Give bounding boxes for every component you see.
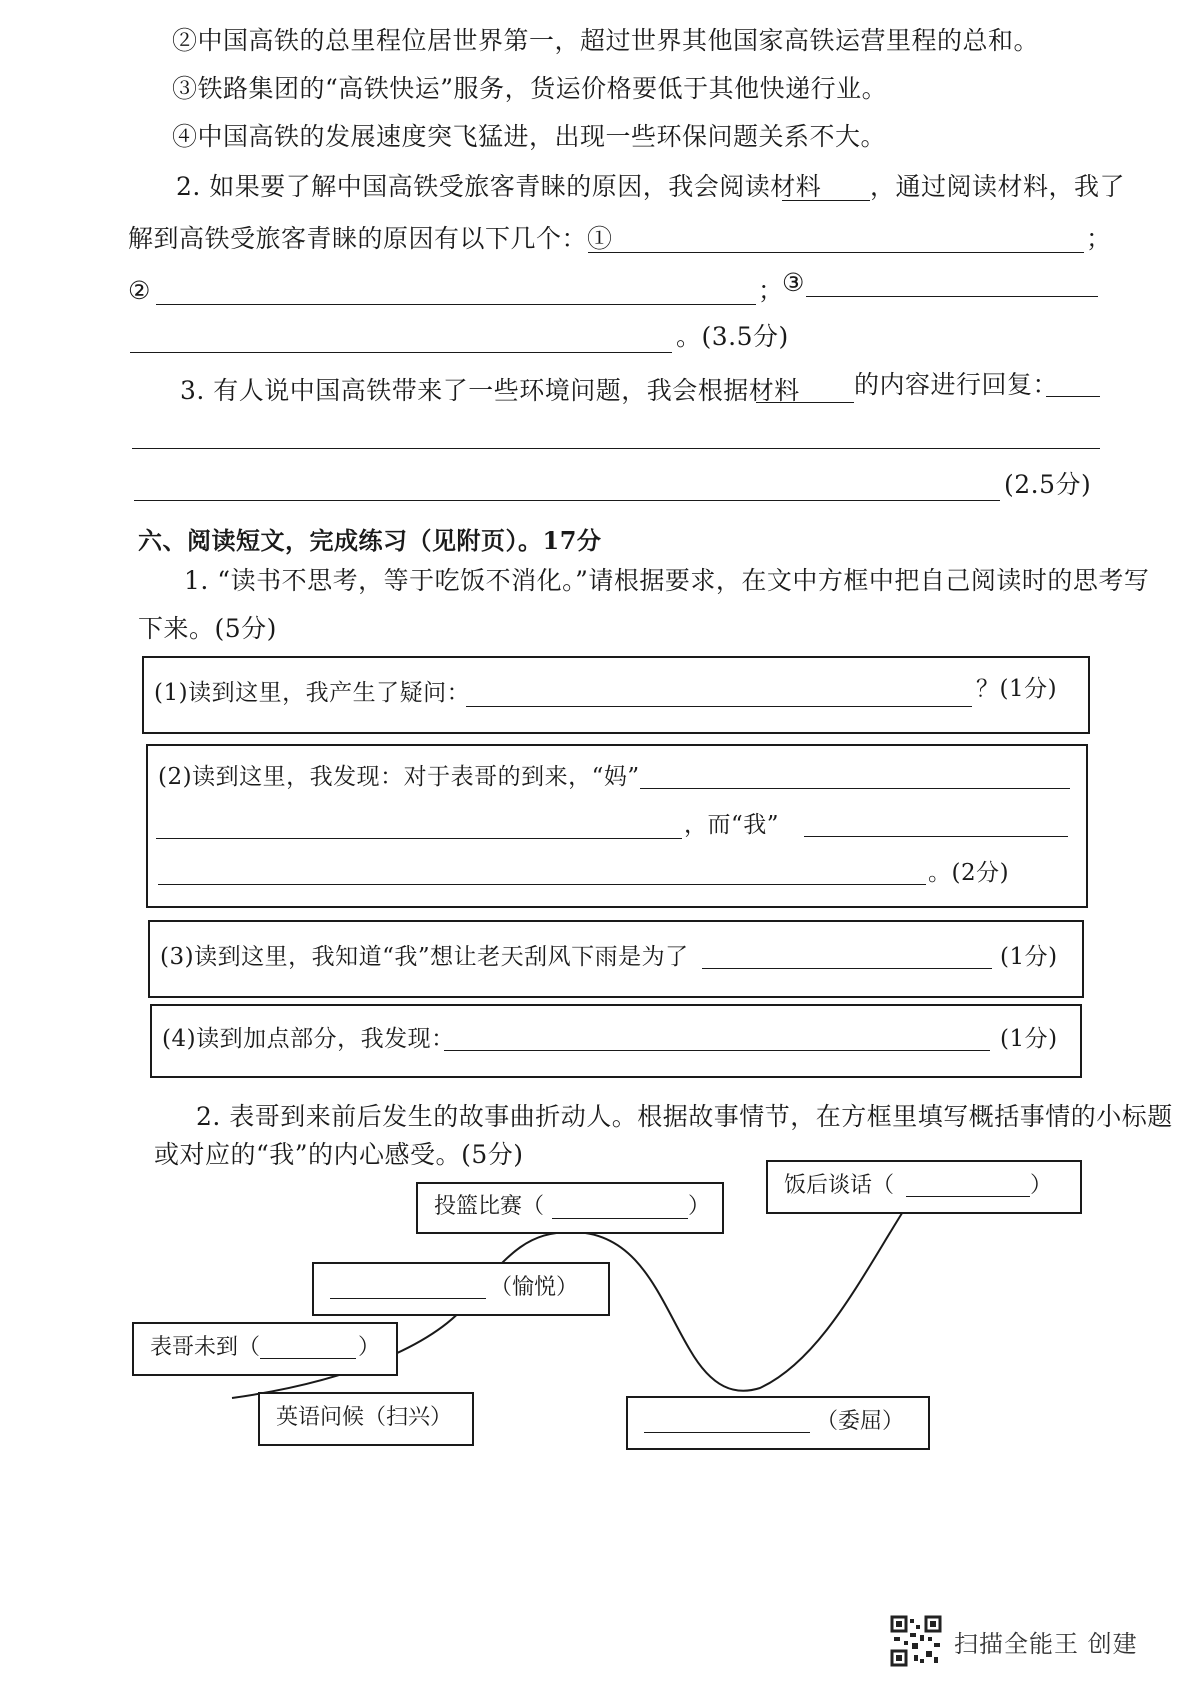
item-4: ④中国高铁的发展速度突飞猛进，出现一些环保问题关系不大。 [172,122,887,151]
plot-cousin-label: 表哥未到（ [150,1335,261,1360]
plot-wronged-label: （委屈） [816,1409,905,1434]
scanner-app-label: 扫描全能王 创建 [954,1629,1138,1658]
box1-end: ？(1分) [976,676,1058,702]
plot-cousin-blank[interactable] [260,1358,356,1359]
item-2: ②中国高铁的总里程位居世界第一，超过世界其他国家高铁运营里程的总和。 [172,26,1040,55]
plot-cousin-close: ） [358,1335,381,1360]
q2-circle-3: ③ [782,268,805,297]
plot-basketball-label: 投篮比赛（ [434,1194,545,1219]
plot-english-label: 英语问候（扫兴） [276,1405,453,1430]
q2-text-b: ，通过阅读材料，我了 [870,172,1126,201]
plot-after-meal-close: ） [1030,1173,1053,1198]
s6-q2-line2: 或对应的“我”的内心感受。(5分) [154,1140,524,1169]
qr-code-icon [890,1615,942,1667]
plot-joyful-blank[interactable] [330,1298,486,1299]
box2-mid: ，而“我” [684,812,780,838]
s6-q1-line1: 1. “读书不思考，等于吃饭不消化。”请根据要求，在文中方框中把自己阅读时的思考写 [184,566,1150,595]
plot-wronged-blank[interactable] [644,1432,810,1433]
plot-box-after-meal [766,1160,1082,1214]
q3-text-b: 的内容进行回复： [854,370,1059,399]
box2-text: (2)读到这里，我发现：对于表哥的到来，“妈” [158,764,640,790]
q2-text-a: 2. 如果要了解中国高铁受旅客青睐的原因，我会阅读材料 [176,172,822,201]
section6-heading: 六、阅读短文，完成练习（见附页）。17分 [138,526,602,555]
plot-basketball-blank[interactable] [552,1218,688,1219]
plot-joyful-label: （愉悦） [490,1275,579,1300]
q2-circle-2: ② [128,276,151,305]
plot-box-cousin [132,1322,398,1376]
s6-q2-line1: 2. 表哥到来前后发生的故事曲折动人。根据故事情节，在方框里填写概括事情的小标题 [196,1102,1173,1131]
plot-box-english [258,1392,474,1446]
box1-text: (1)读到这里，我产生了疑问： [154,680,471,706]
plot-box-wronged [626,1396,930,1450]
plot-basketball-close: ） [688,1194,711,1219]
box4-end: (1分) [1000,1026,1058,1052]
q2-semicolon: ； [1086,224,1112,253]
box4-text: (4)读到加点部分，我发现： [162,1026,455,1052]
q3-points: (2.5分) [1004,470,1092,499]
box2-end: 。(2分) [928,860,1010,886]
q2-text-c: 解到高铁受旅客青睐的原因有以下几个：① [128,224,613,253]
q3-text-a: 3. 有人说中国高铁带来了一些环境问题，我会根据材料 [180,376,800,405]
plot-box-basketball [416,1182,724,1234]
q2-semicolon-2: ； [758,276,784,305]
item-3: ③铁路集团的“高铁快运”服务，货运价格要低于其他快递行业。 [172,74,888,103]
scanner-watermark [890,1612,1138,1670]
plot-box-joyful [312,1262,610,1316]
q2-points: 。(3.5分) [676,322,789,351]
box3-text: (3)读到这里，我知道“我”想让老天刮风下雨是为了 [160,944,689,970]
box3-end: (1分) [1000,944,1058,970]
plot-after-meal-blank[interactable] [906,1196,1030,1197]
plot-after-meal-label: 饭后谈话（ [784,1173,895,1198]
s6-q1-line2: 下来。(5分) [138,614,277,643]
